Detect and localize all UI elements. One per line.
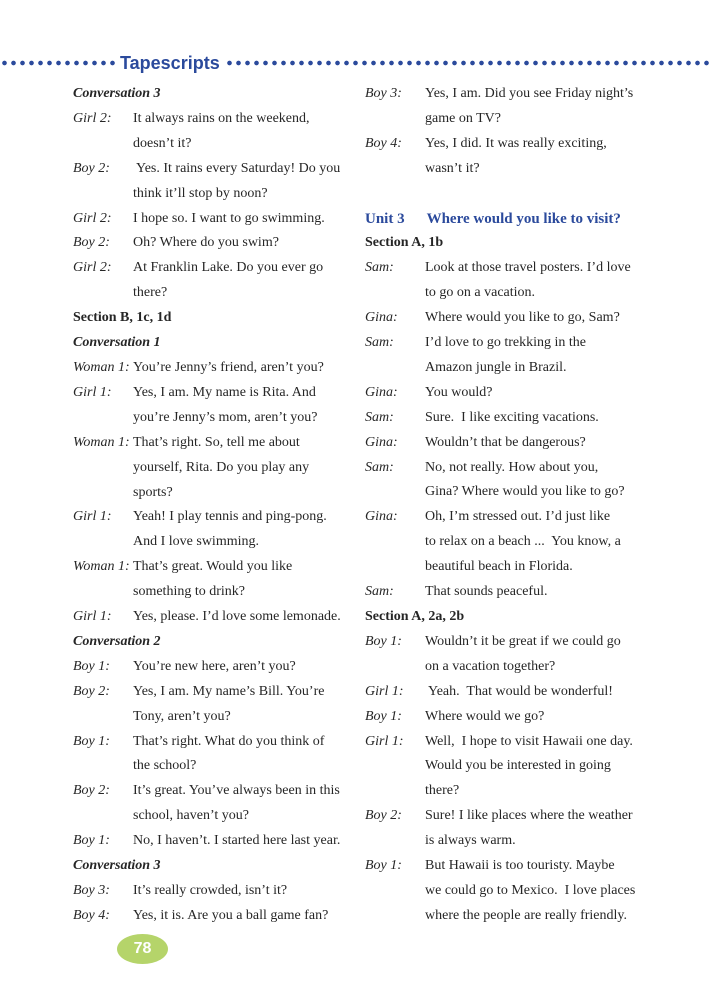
dialogue-row xyxy=(73,680,365,730)
dialogue-row xyxy=(73,605,365,630)
dialogue-lines xyxy=(133,879,365,904)
dialogue-lines xyxy=(133,730,365,780)
dialogue-row xyxy=(365,381,697,406)
dialogue-line: sports? xyxy=(133,484,173,500)
dialogue-line: You would? xyxy=(425,384,493,400)
dialogue-line: Well, I hope to visit Hawaii one day. xyxy=(425,733,633,749)
dialogue-line: on a vacation together? xyxy=(425,658,556,674)
dialogue-line: Amazon jungle in Brazil. xyxy=(425,359,567,375)
speaker-label: Sam: xyxy=(365,584,394,600)
dialogue-line: You’re new here, aren’t you? xyxy=(133,658,296,674)
speaker-label: Boy 2: xyxy=(73,235,110,251)
dialogue-line: beautiful beach in Florida. xyxy=(425,559,573,575)
speaker-label: Gina: xyxy=(365,310,398,326)
dialogue-row xyxy=(73,231,365,256)
dialogue-lines xyxy=(425,82,697,132)
dialogue-line: the school? xyxy=(133,758,197,774)
dialogue-row xyxy=(365,132,697,182)
dialogue-line: You’re Jenny’s friend, aren’t you? xyxy=(133,359,324,375)
dialogue-line: Tony, aren’t you? xyxy=(133,708,231,724)
dialogue-lines xyxy=(425,630,697,680)
dialogue-row xyxy=(73,431,365,506)
speaker-label: Gina: xyxy=(365,384,398,400)
dialogue-line: doesn’t it? xyxy=(133,135,192,151)
section-heading: Section A, 1b xyxy=(365,235,444,251)
dialogue-lines xyxy=(425,854,697,929)
speaker-label: Boy 3: xyxy=(365,86,402,101)
conversation-heading: Conversation 3 xyxy=(73,858,161,874)
dialogue-row xyxy=(73,207,365,232)
dialogue-lines xyxy=(425,580,697,605)
dialogue-lines xyxy=(133,107,365,157)
dialogue-line: I hope so. I want to go swimming. xyxy=(133,210,325,226)
dialogue-lines xyxy=(133,381,365,431)
dialogue-lines xyxy=(133,680,365,730)
speaker-label: Girl 1: xyxy=(73,509,112,525)
dialogue-line: Yes, I did. It was really exciting, xyxy=(425,135,607,151)
speaker-label: Boy 1: xyxy=(73,658,110,674)
dialogue-line: wasn’t it? xyxy=(425,160,480,176)
speaker-label: Boy 2: xyxy=(365,808,402,824)
dialogue-row xyxy=(365,406,697,431)
speaker-label: Boy 4: xyxy=(73,907,110,923)
dialogue-lines xyxy=(425,431,697,456)
speaker-label: Boy 3: xyxy=(73,883,110,898)
dialogue-line: But Hawaii is too touristy. Maybe xyxy=(425,858,615,874)
dialogue-line: Yes, I am. My name’s Bill. You’re xyxy=(133,683,325,699)
dialogue-lines xyxy=(425,381,697,406)
speaker-label: Sam: xyxy=(365,409,394,425)
speaker-label: Girl 2: xyxy=(73,210,112,226)
dialogue-line: Wouldn’t that be dangerous? xyxy=(425,434,586,450)
speaker-label: Girl 1: xyxy=(365,683,404,699)
dialogue-line: Sure! I like places where the weather xyxy=(425,808,633,824)
dialogue-line: No, I haven’t. I started here last year. xyxy=(133,833,341,849)
speaker-label: Gina: xyxy=(365,509,398,525)
dialogue-line: think it’ll stop by noon? xyxy=(133,185,268,201)
speaker-label: Boy 1: xyxy=(73,733,110,749)
dialogue-lines xyxy=(133,555,365,605)
dialogue-line: something to drink? xyxy=(133,584,245,600)
dialogue-line: Yes, please. I’d love some lemonade. xyxy=(133,609,341,625)
dialogue-lines xyxy=(425,132,697,182)
dialogue-line: there? xyxy=(133,285,168,301)
dialogue-row xyxy=(73,904,365,929)
dialogue-line: Look at those travel posters. I’d love xyxy=(425,260,631,276)
dialogue-line: Yeah! I play tennis and ping-pong. xyxy=(133,509,327,525)
dialogue-lines xyxy=(425,804,697,854)
speaker-label: Girl 1: xyxy=(73,384,112,400)
dialogue-lines xyxy=(133,505,365,555)
dialogue-line: Wouldn’t it be great if we could go xyxy=(425,633,621,649)
dialogue-line: Yeah. That would be wonderful! xyxy=(425,683,613,699)
dialogue-line: Gina? Where would you like to go? xyxy=(425,484,625,500)
dialogue-line: game on TV? xyxy=(425,110,501,126)
dialogue-line: And I love swimming. xyxy=(133,534,259,550)
dialogue-row xyxy=(365,580,697,605)
dialogue-line: there? xyxy=(425,783,460,799)
dialogue-line: No, not really. How about you, xyxy=(425,459,599,475)
speaker-label: Sam: xyxy=(365,260,394,276)
dialogue-row xyxy=(365,431,697,456)
conversation-heading: Conversation 3 xyxy=(73,86,161,101)
dialogue-row xyxy=(73,655,365,680)
dialogue-line: Oh? Where do you swim? xyxy=(133,235,279,251)
dialogue-line: Would you be interested in going xyxy=(425,758,611,774)
dialogue-row xyxy=(365,306,697,331)
dialogue-lines xyxy=(133,904,365,929)
dialogue-lines xyxy=(425,730,697,805)
speaker-label: Girl 2: xyxy=(73,110,112,126)
speaker-label: Boy 1: xyxy=(365,633,402,649)
dialogue-row xyxy=(73,157,365,207)
unit-heading xyxy=(365,207,697,232)
dialogue-lines xyxy=(133,779,365,829)
dialogue-row xyxy=(365,505,697,580)
speaker-label: Boy 1: xyxy=(73,833,110,849)
dialogue-row xyxy=(73,829,365,854)
dialogue-lines xyxy=(133,256,365,306)
dialogue-line: where the people are really friendly. xyxy=(425,907,627,923)
dialogue-line: Sure. I like exciting vacations. xyxy=(425,409,599,425)
left-column xyxy=(73,82,365,929)
speaker-label: Girl 1: xyxy=(365,733,404,749)
dialogue-row xyxy=(365,331,697,381)
dialogue-line: It’s really crowded, isn’t it? xyxy=(133,883,288,898)
dialogue-lines xyxy=(425,406,697,431)
speaker-label: Boy 2: xyxy=(73,783,110,799)
dialogue-lines xyxy=(425,306,697,331)
dotted-rule-left xyxy=(0,60,117,66)
speaker-label: Gina: xyxy=(365,434,398,450)
dialogue-row xyxy=(365,456,697,506)
speaker-label: Woman 1: xyxy=(73,434,130,450)
dialogue-lines xyxy=(425,705,697,730)
dialogue-row xyxy=(73,779,365,829)
page-title: Tapescripts xyxy=(120,52,220,73)
dialogue-lines xyxy=(425,256,697,306)
speaker-label: Boy 1: xyxy=(365,858,402,874)
speaker-label: Boy 2: xyxy=(73,160,110,176)
right-column xyxy=(365,82,697,929)
dialogue-line: Oh, I’m stressed out. I’d just like xyxy=(425,509,611,525)
dialogue-line: you’re Jenny’s mom, aren’t you? xyxy=(133,409,318,425)
dialogue-lines xyxy=(133,231,365,256)
speaker-label: Woman 1: xyxy=(73,559,130,575)
dialogue-line: That sounds peaceful. xyxy=(425,584,548,600)
page-number-badge: 78 xyxy=(117,934,168,964)
dialogue-line: Where would you like to go, Sam? xyxy=(425,310,620,326)
dialogue-line: Yes, I am. My name is Rita. And xyxy=(133,384,316,400)
dialogue-lines xyxy=(425,680,697,705)
page-header xyxy=(0,53,711,73)
dialogue-line: we could go to Mexico. I love places xyxy=(425,882,636,898)
dialogue-row xyxy=(73,555,365,605)
tapescript-content xyxy=(73,82,697,929)
dialogue-row xyxy=(365,854,697,929)
dialogue-row xyxy=(73,730,365,780)
dialogue-line: Yes, it is. Are you a ball game fan? xyxy=(133,907,329,923)
section-heading: Section A, 2a, 2b xyxy=(365,609,465,625)
speaker-label: Boy 1: xyxy=(365,708,402,724)
dialogue-lines xyxy=(133,157,365,207)
dialogue-lines xyxy=(133,431,365,506)
dialogue-row xyxy=(73,356,365,381)
dialogue-line: to go on a vacation. xyxy=(425,285,536,301)
dialogue-line: At Franklin Lake. Do you ever go xyxy=(133,260,324,276)
dialogue-row xyxy=(365,730,697,805)
dialogue-lines xyxy=(133,356,365,381)
dialogue-line: yourself, Rita. Do you play any xyxy=(133,459,310,475)
dialogue-lines xyxy=(425,456,697,506)
speaker-label: Girl 1: xyxy=(73,609,112,625)
speaker-label: Girl 2: xyxy=(73,260,112,276)
speaker-label: Sam: xyxy=(365,335,394,351)
conversation-heading: Conversation 1 xyxy=(73,335,161,351)
dialogue-lines xyxy=(425,505,697,580)
speaker-label: Sam: xyxy=(365,459,394,475)
dialogue-line: is always warm. xyxy=(425,833,516,849)
dialogue-row xyxy=(365,705,697,730)
dialogue-row xyxy=(73,505,365,555)
dialogue-line: school, haven’t you? xyxy=(133,808,249,824)
unit-number: Unit 3 xyxy=(365,210,405,227)
dialogue-line: It’s great. You’ve always been in this xyxy=(133,783,340,799)
dialogue-row xyxy=(73,256,365,306)
dialogue-row xyxy=(365,630,697,680)
dialogue-line: Yes, I am. Did you see Friday night’s xyxy=(425,86,634,101)
speaker-label: Boy 2: xyxy=(73,683,110,699)
dialogue-line: It always rains on the weekend, xyxy=(133,110,310,126)
dotted-rule-right xyxy=(225,60,711,66)
dialogue-row xyxy=(365,804,697,854)
dialogue-row xyxy=(73,879,365,904)
dialogue-lines xyxy=(133,829,365,854)
dialogue-lines xyxy=(425,331,697,381)
spacer xyxy=(365,182,697,207)
dialogue-row xyxy=(365,256,697,306)
section-heading: Section B, 1c, 1d xyxy=(73,310,172,326)
dialogue-line: That’s right. What do you think of xyxy=(133,733,325,749)
dialogue-row xyxy=(365,82,697,132)
dialogue-line: That’s great. Would you like xyxy=(133,559,293,575)
speaker-label: Woman 1: xyxy=(73,359,130,375)
dialogue-line: I’d love to go trekking in the xyxy=(425,335,586,351)
dialogue-lines xyxy=(133,207,365,232)
dialogue-line: That’s right. So, tell me about xyxy=(133,434,300,450)
dialogue-row xyxy=(73,381,365,431)
dialogue-lines xyxy=(133,655,365,680)
dialogue-lines xyxy=(133,605,365,630)
dialogue-line: to relax on a beach ... You know, a xyxy=(425,534,621,550)
dialogue-line: Where would we go? xyxy=(425,708,545,724)
dialogue-row xyxy=(73,107,365,157)
dialogue-row xyxy=(365,680,697,705)
speaker-label: Boy 4: xyxy=(365,135,402,151)
unit-title: Where would you like to visit? xyxy=(426,210,621,227)
conversation-heading: Conversation 2 xyxy=(73,633,161,649)
dialogue-line: Yes. It rains every Saturday! Do you xyxy=(133,160,341,176)
